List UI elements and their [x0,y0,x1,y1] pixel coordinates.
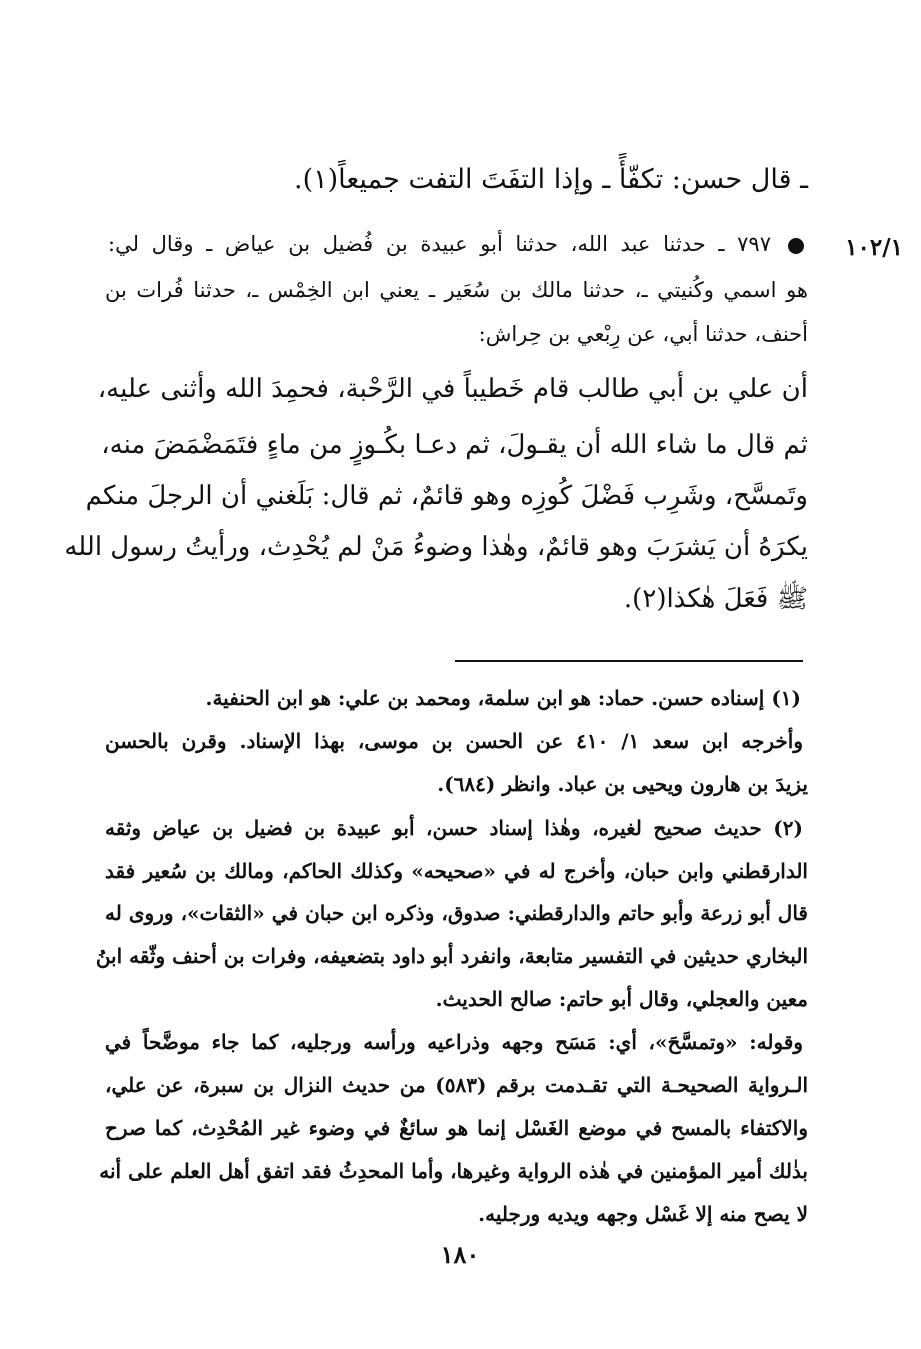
isnad-line: هو اسمي وكُنيتي ـ، حدثنا مالك بن سُعَير ـ يعني ابن الخِمْس ـ، حدثنا فُرات بن [105,278,808,302]
footnote-line: وأخرجه ابن سعد ١/ ٤١٠ عن الحسن بن موسى، بهذا الإسناد. وقرن بالحسن [105,729,803,753]
page-number: ١٨٠ [440,1240,480,1269]
footnote-divider [455,660,803,662]
footnote-line: يزيدَ بن هارون ويحيى بن عباد. وانظر (٦٨٤). [437,772,808,796]
footnote-line: معين والعجلي، وقال أبو حاتم: صالح الحديث. [435,987,808,1011]
footnote-line: لا يصح منه إلا غَسْل وجهه ويديه ورجليه. [478,1202,808,1226]
footnote-line: والاكتفاء بالمسح في موضع الغَسْل إنما هو سائغٌ في وضوء غير المُحْدِث، كما صرح [105,1116,808,1140]
bullet-icon [788,238,804,254]
margin-reference: ١٠٢/١ [845,234,903,261]
footnote-line: قال أبو زرعة وأبو حاتم والدارقطني: صدوق، وذكره ابن حبان في «الثقات»، وروى له [105,901,808,925]
matn-line: ثم قال ما شاء الله أن يقـولَ، ثم دعـا بكُـوزٍ من ماءٍ فتَمَضْمَضَ منه، [101,430,808,460]
isnad-line: ٧٩٧ ـ حدثنا عبد الله، حدثنا أبو عبيدة بن فُضيل بن عياض ـ وقال لي: [108,232,771,256]
footnote-line: الـرواية الصحيحـة التي تقـدمت برقم (٥٨٣) من حديث النزال بن سبرة، عن علي، [105,1073,809,1097]
matn-line: ﷺ فَعَلَ هٰكذا(٢). [623,584,808,614]
footnote-line: البخاري حديثين في التفسير متابعة، وانفرد أبو داود بتضعيفه، وفرات بن أحنف وثّقه ابنُ [95,944,808,968]
matn-line: وتَمسَّح، وشَرِب فَضْلَ كُوزِه وهو قائمٌ، ثم قال: بَلَغني أن الرجلَ منكم [85,481,808,511]
matn-line: يكرَهُ أن يَشرَبَ وهو قائمٌ، وهٰذا وضوءُ مَنْ لم يُحْدِث، ورأيتُ رسول الله [64,532,808,562]
isnad-line: أحنف، حدثنا أبي، عن رِبْعي بن حِراش: [478,322,808,346]
footnote-line: بذٰلك أمير المؤمنين في هٰذه الرواية وغيرها، وأما المحدِثُ فقد اتفق أهل العلم على أنه [99,1159,808,1183]
matn-line: أن علي بن أبي طالب قام خَطيباً في الرَّحْبة، فحمِدَ الله وأثنى عليه، [97,374,808,404]
footnote-line: (٢) حديث صحيح لغيره، وهٰذا إسناد حسن، أبو عبيدة بن فضيل بن عياض وثقه [105,816,803,840]
footnote-line: الدارقطني وابن حبان، وأخرج له في «صحيحه» وكذلك الحاكم، ومالك بن سُعير فقد [105,859,808,883]
intro-line: ـ قال حسن: تكفّأً ـ وإذا التفَتَ التفت جميعاً(١). [294,164,808,195]
footnote-line: (١) إسناده حسن. حماد: هو ابن سلمة، ومحمد بن علي: هو ابن الحنفية. [205,686,801,710]
footnote-line: وقوله: «وتمسَّحَ»، أي: مَسَح وجهه وذراعيه ورأسه ورجليه، كما جاء موضَّحاً في [105,1030,803,1054]
